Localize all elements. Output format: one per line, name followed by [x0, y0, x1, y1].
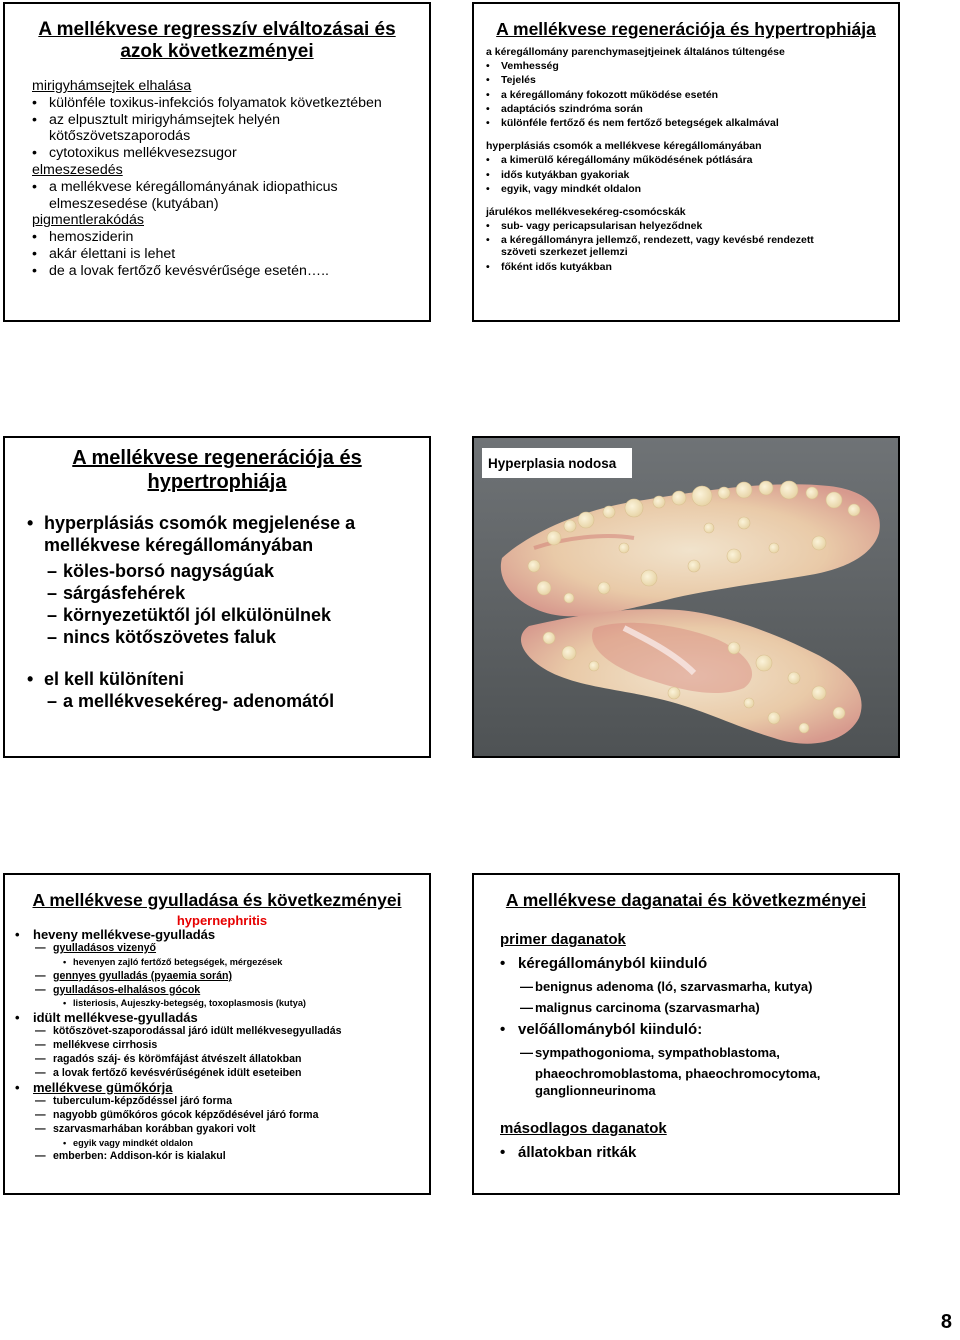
item-text: mirigyhámsejtek elhalása	[32, 78, 192, 94]
item-text: a kimerülő kéregállomány működésének pótlására	[501, 154, 753, 167]
item-text: kötőszövetszaporodás	[49, 128, 191, 145]
adrenal-photo	[474, 438, 900, 758]
item-text: a mellékvese kéregállományának idiopathicus	[49, 178, 338, 195]
slide-body	[5, 78, 429, 280]
item-text: a lovak fertőző kevésvérűségének idült eseteiben	[53, 1066, 302, 1079]
item-text: környezetüktől jól elkülönülnek	[63, 605, 332, 625]
spacer	[486, 130, 898, 139]
bullet-item	[486, 260, 898, 274]
item-text: cytotoxikus mellékvesezsugor	[49, 145, 237, 162]
bullet-marker: •	[63, 956, 67, 967]
dash-marker: —	[35, 1150, 46, 1163]
bullet-marker: •	[500, 1144, 506, 1161]
dash-item	[27, 690, 429, 712]
dash-item	[15, 1039, 429, 1053]
slide-inflammation	[3, 873, 431, 1195]
bullet-item	[32, 145, 429, 162]
dash-item	[15, 1053, 429, 1067]
dash-item	[15, 1067, 429, 1081]
section-heading	[500, 930, 898, 949]
dash-marker: —	[35, 969, 46, 982]
bullet-marker: •	[27, 513, 34, 533]
bullet-marker: •	[486, 154, 490, 167]
spacer	[486, 196, 898, 205]
slide-title	[5, 19, 429, 63]
dash-item	[15, 1109, 429, 1123]
section-heading	[486, 139, 898, 153]
bullet-marker: •	[486, 182, 490, 195]
title-line: A mellékvese regresszív elváltozásai és	[38, 19, 396, 40]
item-text: mellékvese cirrhosis	[53, 1039, 158, 1052]
bullet-marker: •	[32, 262, 37, 279]
page-number: 8	[940, 1311, 952, 1333]
bullet-item	[27, 512, 429, 534]
bullet-marker: •	[32, 178, 37, 195]
slide-title: A mellékvese regenerációja és hypertrophiája	[496, 19, 876, 39]
item-text: főként idős kutyákban	[501, 260, 612, 273]
slide-tumors	[472, 873, 900, 1195]
bullet-item	[486, 88, 898, 102]
bullet-item	[500, 1143, 898, 1162]
bullet-item	[486, 153, 898, 167]
bullet-marker: •	[500, 955, 506, 972]
spacer	[500, 1099, 898, 1119]
title-line: hypertrophiája	[147, 471, 287, 493]
item-text: sub- vagy pericapsularisan helyeződnek	[501, 220, 703, 233]
dash-marker: —	[35, 1122, 46, 1135]
section-heading	[500, 1119, 898, 1138]
dash-continuation	[500, 1065, 898, 1082]
bullet-item	[32, 246, 429, 263]
bullet-marker: •	[486, 260, 490, 273]
bullet-item	[32, 95, 429, 112]
item-text: különféle toxikus-infekciós folyamatok következtében	[49, 94, 382, 111]
item-text: primer daganatok	[500, 931, 626, 948]
section-heading	[32, 212, 429, 229]
title-line: azok következményei	[120, 41, 314, 62]
slide-body	[474, 930, 898, 1162]
bullet-marker: •	[32, 145, 37, 162]
bullet-marker: •	[32, 94, 37, 111]
item-text: nagyobb gümőkóros gócok képződésével járó forma	[53, 1108, 319, 1121]
item-text: kötőszövet-szaporodással járó idült mellékvesegyulladás	[53, 1025, 342, 1038]
dash-item	[15, 984, 429, 998]
item-text: tuberculum-képződéssel járó forma	[53, 1094, 232, 1107]
item-text: mellékvese kéregállományában	[44, 535, 314, 555]
section-heading	[486, 45, 898, 59]
item-text: a kéregállományra jellemző, rendezett, vagy kevésbé rendezett	[501, 234, 814, 247]
item-text: pigmentlerakódás	[32, 212, 144, 229]
dash-marker: –	[47, 627, 58, 647]
bullet-marker: •	[63, 998, 67, 1009]
bullet-item	[15, 1081, 429, 1095]
item-text: idült mellékvese-gyulladás	[33, 1010, 198, 1026]
bullet-marker: •	[63, 1137, 67, 1148]
slide-regressive-changes	[3, 2, 431, 322]
item-text: hemosziderin	[49, 229, 134, 246]
item-text: egyik vagy mindkét oldalon	[73, 1137, 193, 1148]
dash-item	[500, 1044, 898, 1061]
dash-marker: –	[47, 605, 58, 625]
bullet-marker: •	[32, 245, 37, 262]
dash-marker: —	[520, 979, 533, 994]
item-text: el kell különíteni	[44, 669, 185, 689]
dash-marker: —	[35, 1108, 46, 1121]
item-text: listeriosis, Aujeszky-betegség, toxoplasmosis (kutya)	[73, 998, 306, 1009]
item-text: köles-borsó nagyságúak	[63, 561, 275, 581]
item-text: adaptációs szindróma során	[501, 102, 643, 115]
bullet-marker: •	[486, 234, 490, 247]
item-text: nincs kötőszövetes faluk	[63, 627, 277, 647]
item-text: a mellékvesekéreg- adenomától	[63, 691, 335, 711]
slide-title: A mellékvese gyulladása és következményei	[32, 890, 402, 910]
bullet-marker: •	[32, 229, 37, 246]
dash-item	[27, 582, 429, 604]
slide-regeneration-details	[472, 2, 900, 322]
item-text: szarvasmarhában korábban gyakori volt	[53, 1122, 256, 1135]
slide-title	[5, 446, 429, 494]
item-text: a kéregállomány fokozott működése esetén	[501, 88, 719, 101]
dash-marker: —	[35, 1053, 46, 1066]
dash-item	[15, 1095, 429, 1109]
sub-bullet-item	[15, 997, 429, 1011]
dash-marker: —	[35, 1039, 46, 1052]
bullet-item	[486, 59, 898, 73]
item-text: akár élettani is lehet	[49, 245, 176, 262]
bullet-item	[32, 229, 429, 246]
bullet-marker: •	[486, 117, 490, 130]
item-text: hyperplásiás csomók megjelenése a	[44, 513, 356, 533]
item-text: emberben: Addison-kór is kialakul	[53, 1150, 226, 1163]
item-text: Vemhesség	[501, 60, 559, 73]
item-text: kéregállományból kiinduló	[518, 955, 708, 972]
bullet-marker: •	[32, 111, 37, 128]
item-text: heveny mellékvese-gyulladás	[33, 926, 216, 942]
item-text: hevenyen zajló fertőző betegségek, mérgezések	[73, 956, 283, 967]
item-text: sárgásfehérek	[63, 583, 186, 603]
dash-item	[27, 560, 429, 582]
sub-bullet-item	[15, 956, 429, 970]
slide-subtitle: hypernephritis	[176, 913, 268, 928]
bullet-item	[15, 928, 429, 942]
dash-item	[27, 604, 429, 626]
item-text: gyulladásos vizenyő	[53, 941, 157, 954]
item-text: elmeszesedése (kutyában)	[49, 195, 219, 212]
dash-marker: –	[47, 583, 58, 603]
spacer	[27, 648, 429, 668]
item-text: járulékos mellékvesekéreg-csomócskák	[486, 206, 686, 219]
section-heading	[32, 78, 429, 95]
item-text: ragadós száj- és körömfájást átvészelt állatokban	[53, 1053, 302, 1066]
bullet-item	[15, 1011, 429, 1025]
dash-item	[15, 1150, 429, 1164]
item-text: másodlagos daganatok	[500, 1120, 667, 1137]
bullet-marker: •	[486, 220, 490, 233]
bullet-item	[32, 263, 429, 280]
item-text: állatokban ritkák	[518, 1144, 637, 1161]
bullet-continuation	[32, 196, 429, 213]
dash-item	[27, 626, 429, 648]
dash-item	[15, 1123, 429, 1137]
item-text: ganglionneurinoma	[535, 1083, 656, 1098]
bullet-marker: •	[15, 1079, 20, 1095]
bullet-item	[486, 168, 898, 182]
bullet-item	[486, 116, 898, 130]
slide-body	[5, 512, 429, 712]
item-text: idős kutyákban gyakoriak	[501, 168, 630, 181]
bullet-item	[486, 219, 898, 233]
section-heading	[32, 162, 429, 179]
bullet-marker: •	[15, 1010, 20, 1026]
bullet-item	[500, 954, 898, 973]
item-text: szöveti szerkezet jellemzi	[501, 245, 628, 258]
bullet-continuation	[486, 245, 898, 258]
item-text: sympathogonioma, sympathoblastoma,	[535, 1045, 780, 1060]
dash-marker: —	[520, 1000, 533, 1015]
item-text: phaeochromoblastoma, phaeochromocytoma,	[535, 1066, 821, 1081]
dash-marker: —	[35, 941, 46, 954]
bullet-marker: •	[27, 669, 34, 689]
bullet-item	[486, 73, 898, 87]
dash-marker: –	[47, 691, 58, 711]
dash-item	[500, 978, 898, 995]
bullet-continuation	[32, 128, 429, 145]
bullet-marker: •	[486, 88, 490, 101]
photo-caption: Hyperplasia nodosa	[488, 456, 617, 471]
dash-item	[15, 1025, 429, 1039]
dash-continuation	[500, 1082, 898, 1099]
item-text: malignus carcinoma (szarvasmarha)	[535, 1000, 760, 1015]
dash-marker: –	[47, 561, 58, 581]
item-text: Tejelés	[501, 74, 536, 87]
bullet-item	[486, 102, 898, 116]
bullet-marker: •	[486, 168, 490, 181]
bullet-item	[486, 182, 898, 196]
item-text: de a lovak fertőző kevésvérűsége esetén…..	[49, 262, 329, 279]
dash-marker: —	[35, 983, 46, 996]
title-line: A mellékvese regenerációja és	[72, 447, 362, 469]
dash-marker: —	[35, 1094, 46, 1107]
bullet-marker: •	[486, 102, 490, 115]
section-heading	[486, 205, 898, 219]
item-text: benignus adenoma (ló, szarvasmarha, kutya)	[535, 979, 813, 994]
bullet-item	[500, 1020, 898, 1039]
dash-item	[500, 999, 898, 1016]
item-text: mellékvese gümőkórja	[33, 1079, 173, 1095]
bullet-marker: •	[486, 60, 490, 73]
bullet-item	[32, 112, 429, 129]
dash-item	[15, 970, 429, 984]
slide-regeneration-nodules	[3, 436, 431, 758]
item-text: elmeszesedés	[32, 161, 123, 178]
bullet-marker: •	[15, 926, 20, 942]
dash-item	[15, 942, 429, 956]
item-text: gyulladásos-elhalásos gócok	[53, 983, 201, 996]
item-text: az elpusztult mirigyhámsejtek helyén	[49, 111, 281, 128]
slide-body	[5, 914, 429, 1164]
bullet-continuation	[27, 534, 429, 556]
item-text: hyperplásiás csomók a mellékvese kéregállományában	[486, 140, 762, 153]
item-text: velőállományból kiinduló:	[518, 1021, 703, 1038]
item-text: a kéregállomány parenchymasejtjeinek általános túltengése	[486, 46, 785, 58]
slide-photo	[472, 436, 900, 758]
dash-marker: —	[35, 1066, 46, 1079]
bullet-item	[32, 179, 429, 196]
slide-title: A mellékvese daganatai és következményei	[505, 890, 867, 910]
bullet-marker: •	[486, 74, 490, 87]
sub-bullet-item	[15, 1137, 429, 1151]
dash-marker: —	[520, 1045, 533, 1060]
bullet-item	[27, 668, 429, 690]
slide-body	[474, 45, 898, 274]
item-text: különféle fertőző és nem fertőző betegségek alkalmával	[501, 117, 779, 130]
dash-marker: —	[35, 1025, 46, 1038]
item-text: gennyes gyulladás (pyaemia során)	[53, 969, 232, 982]
bullet-marker: •	[500, 1021, 506, 1038]
item-text: egyik, vagy mindkét oldalon	[501, 182, 642, 195]
